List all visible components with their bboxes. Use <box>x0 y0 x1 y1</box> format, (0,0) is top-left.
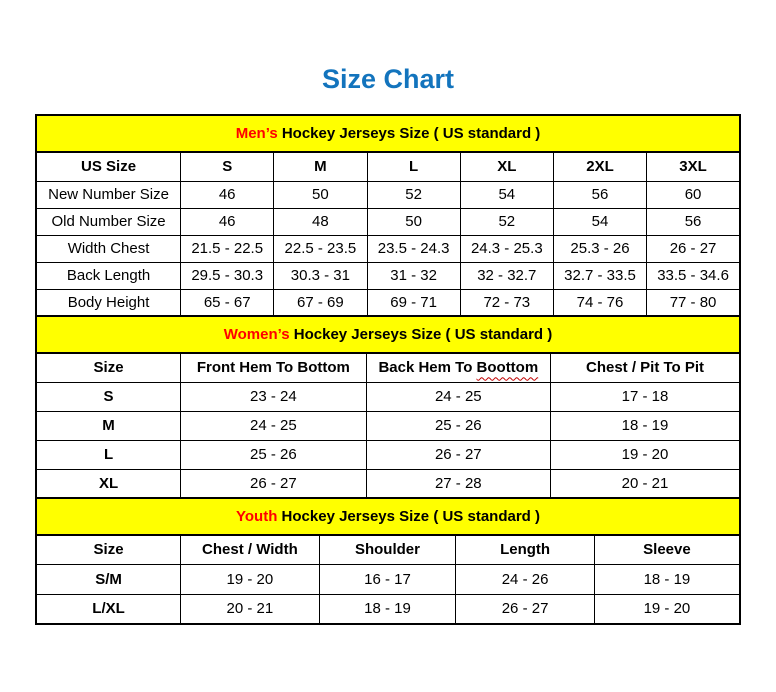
table-cell: 20 - 21 <box>181 594 320 624</box>
table-title <box>36 115 740 152</box>
row-label: Body Height <box>36 289 181 316</box>
column-header-label: L <box>409 158 419 176</box>
column-header <box>460 152 553 181</box>
table-cell: 18 - 19 <box>551 411 740 440</box>
table-cell: 24 - 25 <box>366 382 550 411</box>
table-cell: 46 <box>181 208 274 235</box>
column-header-label: S <box>222 158 233 176</box>
table-cell: 77 - 80 <box>647 289 740 316</box>
column-header-label: Back Hem To <box>378 359 477 377</box>
table-title-highlight: Men’s <box>235 125 278 142</box>
table-cell: 26 - 27 <box>366 440 550 469</box>
size-chart-tables <box>35 114 741 625</box>
column-header-label: 3XL <box>679 158 707 176</box>
column-header-label: Size <box>93 359 124 377</box>
table-title-rest: Hockey Jerseys Size ( US standard ) <box>277 508 540 525</box>
table-row <box>36 208 740 235</box>
column-header <box>36 152 181 181</box>
table-cell: 25 - 26 <box>181 440 367 469</box>
table-cell: 26 - 27 <box>456 594 595 624</box>
womens-size-table <box>35 315 741 499</box>
table-row <box>36 469 740 498</box>
mens-size-table <box>35 114 741 317</box>
table-row <box>36 564 740 594</box>
table-cell: 24.3 - 25.3 <box>460 235 553 262</box>
column-header <box>181 353 367 382</box>
table-title <box>36 316 740 353</box>
column-header <box>274 152 367 181</box>
table-cell: 56 <box>647 208 740 235</box>
table-cell: 46 <box>181 181 274 208</box>
table-cell: 32 - 32.7 <box>460 262 553 289</box>
table-cell: 60 <box>647 181 740 208</box>
row-label: Back Length <box>36 262 181 289</box>
table-cell: 54 <box>460 181 553 208</box>
column-header <box>366 353 550 382</box>
table-cell: 23 - 24 <box>181 382 367 411</box>
column-header <box>553 152 646 181</box>
table-row <box>36 262 740 289</box>
column-header-label: M <box>314 158 327 176</box>
table-cell: 52 <box>460 208 553 235</box>
table-cell: 25.3 - 26 <box>553 235 646 262</box>
column-header-label: XL <box>497 158 517 176</box>
column-header-misspelled-word: Boottom <box>476 359 539 377</box>
column-header-label: US Size <box>81 158 137 176</box>
table-cell: 67 - 69 <box>274 289 367 316</box>
column-header <box>594 535 740 564</box>
table-cell: 19 - 20 <box>181 564 320 594</box>
table-cell: 32.7 - 33.5 <box>553 262 646 289</box>
table-cell: 31 - 32 <box>367 262 460 289</box>
table-cell: 19 - 20 <box>551 440 740 469</box>
table-row <box>36 289 740 316</box>
table-cell: 16 - 17 <box>319 564 456 594</box>
table-title <box>36 498 740 535</box>
table-row <box>36 411 740 440</box>
table-cell: 23.5 - 24.3 <box>367 235 460 262</box>
row-label: L/XL <box>36 594 181 624</box>
table-cell: 18 - 19 <box>319 594 456 624</box>
table-cell: 33.5 - 34.6 <box>647 262 740 289</box>
table-cell: 52 <box>367 181 460 208</box>
table-cell: 22.5 - 23.5 <box>274 235 367 262</box>
column-header <box>181 152 274 181</box>
table-cell: 69 - 71 <box>367 289 460 316</box>
column-header <box>456 535 595 564</box>
column-header-label: Length <box>500 541 551 559</box>
table-title-rest: Hockey Jerseys Size ( US standard ) <box>289 326 553 343</box>
column-header-label: 2XL <box>586 158 614 176</box>
row-label: L <box>36 440 181 469</box>
table-row <box>36 440 740 469</box>
table-cell: 30.3 - 31 <box>274 262 367 289</box>
column-header-label: Chest / Pit To Pit <box>585 359 705 377</box>
table-title-highlight: Youth <box>236 508 278 525</box>
table-title-rest: Hockey Jerseys Size ( US standard ) <box>277 125 541 142</box>
row-label: S/M <box>36 564 181 594</box>
table-cell: 29.5 - 30.3 <box>181 262 274 289</box>
row-label: Old Number Size <box>36 208 181 235</box>
page-title: Size Chart <box>321 64 455 94</box>
column-header <box>36 535 181 564</box>
table-cell: 26 - 27 <box>647 235 740 262</box>
table-cell: 26 - 27 <box>181 469 367 498</box>
table-cell: 50 <box>274 181 367 208</box>
table-cell: 17 - 18 <box>551 382 740 411</box>
table-cell: 54 <box>553 208 646 235</box>
table-row <box>36 594 740 624</box>
table-cell: 25 - 26 <box>366 411 550 440</box>
table-cell: 21.5 - 22.5 <box>181 235 274 262</box>
table-row <box>36 235 740 262</box>
table-cell: 56 <box>553 181 646 208</box>
column-header-label: Sleeve <box>643 541 691 559</box>
table-cell: 20 - 21 <box>551 469 740 498</box>
table-row <box>36 181 740 208</box>
row-label: New Number Size <box>36 181 181 208</box>
table-cell: 19 - 20 <box>594 594 740 624</box>
table-cell: 24 - 26 <box>456 564 595 594</box>
table-cell: 74 - 76 <box>553 289 646 316</box>
row-label: XL <box>36 469 181 498</box>
table-cell: 18 - 19 <box>594 564 740 594</box>
row-label: Width Chest <box>36 235 181 262</box>
column-header <box>36 353 181 382</box>
table-cell: 27 - 28 <box>366 469 550 498</box>
column-header-label: Size <box>93 541 124 559</box>
column-header <box>551 353 740 382</box>
table-cell: 65 - 67 <box>181 289 274 316</box>
youth-size-table <box>35 497 741 625</box>
row-label: S <box>36 382 181 411</box>
column-header <box>647 152 740 181</box>
table-cell: 24 - 25 <box>181 411 367 440</box>
column-header-label: Chest / Width <box>202 541 298 559</box>
table-cell: 50 <box>367 208 460 235</box>
column-header <box>367 152 460 181</box>
table-row <box>36 382 740 411</box>
column-header-label: Shoulder <box>354 541 420 559</box>
column-header <box>319 535 456 564</box>
table-title-highlight: Women’s <box>223 326 290 343</box>
row-label: M <box>36 411 181 440</box>
column-header-label: Front Hem To Bottom <box>196 359 350 377</box>
table-cell: 48 <box>274 208 367 235</box>
table-cell: 72 - 73 <box>460 289 553 316</box>
column-header <box>181 535 320 564</box>
